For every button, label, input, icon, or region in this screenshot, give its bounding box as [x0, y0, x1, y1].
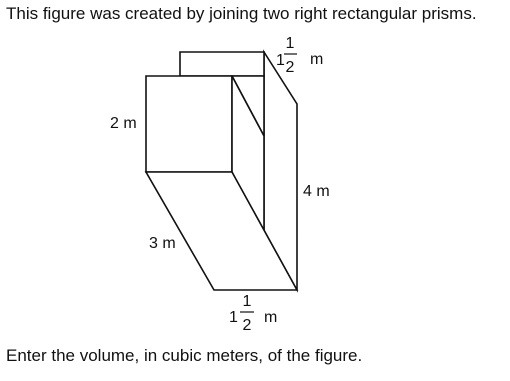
- label-width-top-unit: m: [310, 51, 324, 68]
- question-title: This figure was created by joining two right rectangular prisms.: [6, 4, 477, 23]
- short-prism-top-face: [146, 76, 232, 172]
- label-height-small: 2 m: [110, 115, 137, 132]
- label-width-top-denominator: 2: [285, 59, 295, 76]
- label-width-bottom-numerator: 1: [242, 293, 252, 310]
- question-prompt: Enter the volume, in cubic meters, of the figure.: [6, 346, 363, 365]
- label-width-bottom-denominator: 2: [242, 317, 252, 334]
- label-width-bottom-unit: m: [264, 309, 278, 326]
- label-length: 3 m: [149, 235, 176, 252]
- label-width-bottom: [229, 293, 277, 334]
- label-width-bottom-whole: 1: [229, 309, 238, 326]
- label-width-top-whole: 1: [276, 52, 285, 69]
- label-width-top-numerator: 1: [285, 35, 295, 52]
- tall-prism-top-face: [180, 52, 264, 76]
- label-width-top: [276, 35, 323, 76]
- label-height-total: 4 m: [303, 183, 330, 200]
